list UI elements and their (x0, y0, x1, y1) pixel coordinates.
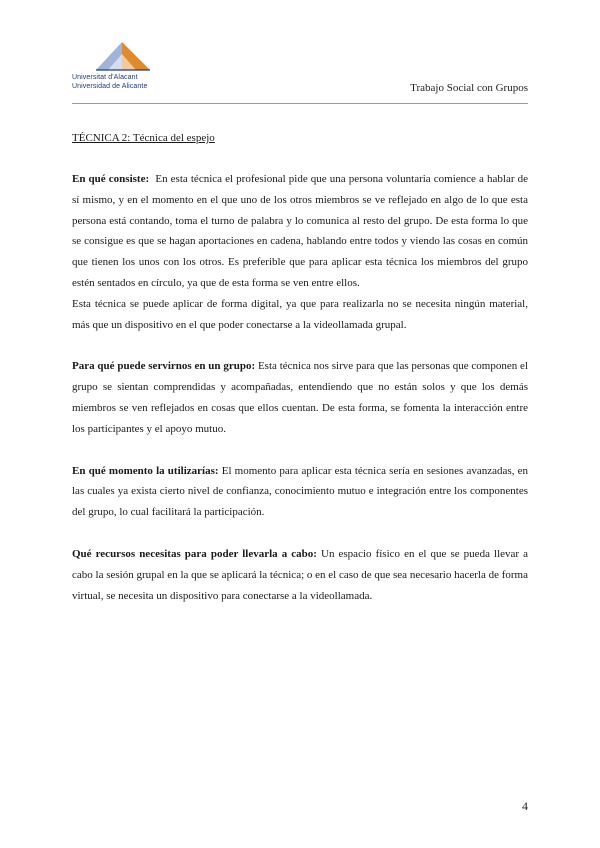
section-paragraph (72, 169, 528, 294)
section-paragraph (72, 544, 528, 606)
header-divider (72, 103, 528, 104)
section-text: El momento para aplicar esta técnica sería en sesiones avanzadas, en las cuales ya exista cierto nivel de confianza, conocimiento mutuo e integración entre los componentes del grupo, lo cual facilitará la participación. (72, 464, 529, 519)
section-label: Qué recursos necesitas para poder llevarla a cabo: (72, 547, 317, 560)
section-paragraph (72, 461, 528, 523)
section-label: En qué momento la utilizarías: (72, 464, 219, 477)
section-text: En esta técnica el profesional pide que una persona voluntaria comience a hablar de sí mismo, y en el momento en el que uno de los otros miembros se ve reflejado en algo de lo que esta persona está contando, toma el turno de palabra y lo comunica al resto del grupo. De esta forma lo que se consigue es que se hagan aportaciones en cadena, hablando entre todos y viendo las cosas en común que tienen los unos con los otros. Es preferible que para aplicar esta técnica los miembros del grupo estén sentados en círculo, ya que de esta forma se ven entre ellos. (72, 173, 529, 289)
section-purpose (72, 356, 528, 439)
document-body (72, 131, 528, 627)
section-paragraph (72, 294, 528, 336)
section-resources (72, 544, 528, 606)
logo-text-valencian: Universitat d'Alacant (72, 74, 138, 81)
section-paragraph (72, 356, 528, 439)
logo-text-spanish: Universidad de Alicante (72, 83, 148, 90)
university-logo (72, 40, 182, 96)
header-title: Trabajo Social con Grupos (410, 82, 528, 94)
section-label: En qué consiste: (72, 173, 150, 185)
university-emblem-icon (94, 40, 152, 72)
section-what-it-consists (72, 169, 528, 335)
section-label: Para qué puede servirnos en un grupo: (72, 360, 256, 373)
section-text: Un espacio físico en el que se pueda llevar a cabo la sesión grupal en la que se aplicará la técnica; o en el caso de que sea necesario hacerla de forma virtual, se necesita un dispositivo para conectarse a la videollamada. (72, 547, 528, 602)
page-number: 4 (522, 799, 528, 813)
technique-title: TÉCNICA 2: Técnica del espejo (72, 132, 215, 144)
section-when-to-use (72, 461, 528, 523)
section-text: Esta técnica se puede aplicar de forma digital, ya que para realizarla no se necesita ningún material, más que un dispositivo en el que poder conectarse a la videollamada grupal. (72, 297, 528, 331)
section-text: Esta técnica nos sirve para que las personas que componen el grupo se sientan comprendidas y acompañadas, entendiendo que no están solos y que los demás miembros se ven reflejados en cosas que ellos cuentan. De esta forma, se fomenta la interacción entre los participantes y el apoyo mutuo. (72, 360, 528, 435)
